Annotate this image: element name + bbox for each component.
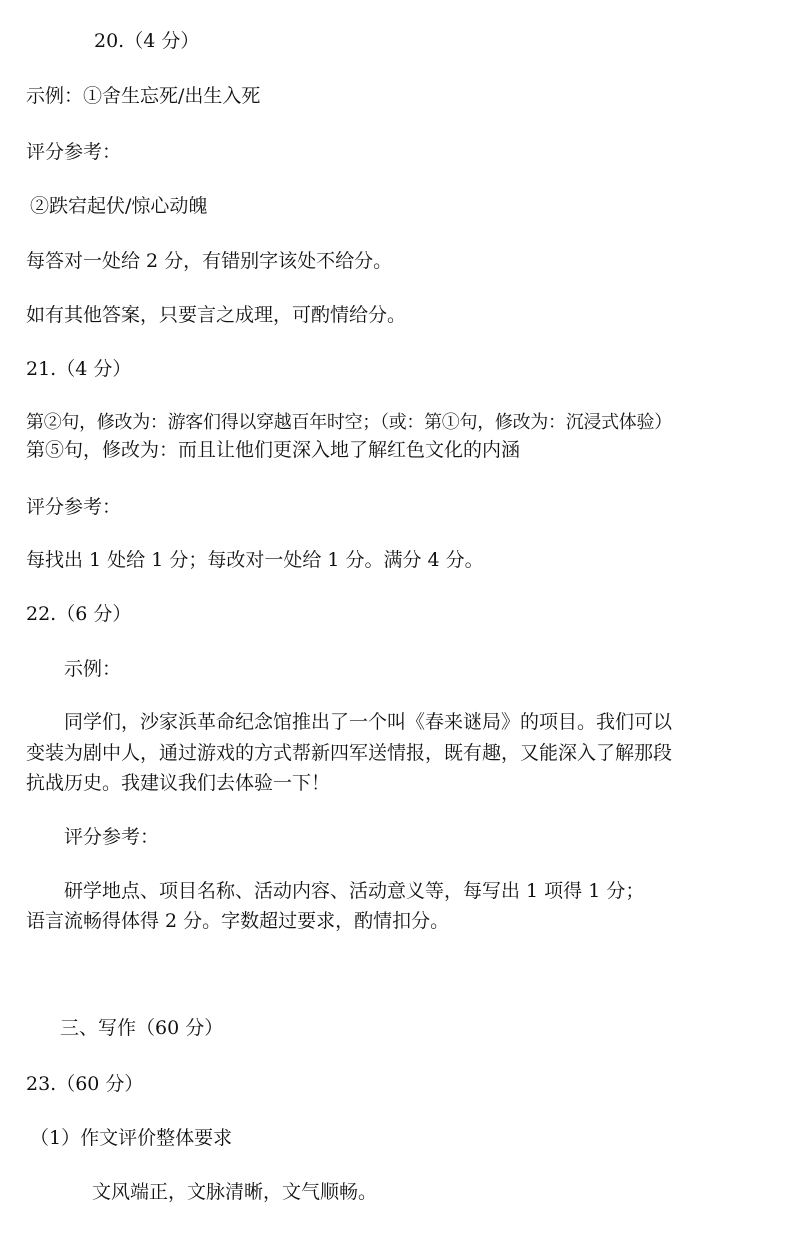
q22-example-line-1: 同学们，沙家浜革命纪念馆推出了一个叫《春来谜局》的项目。我们可以 bbox=[64, 711, 673, 733]
q23-requirement: 文风端正，文脉清晰，文气顺畅。 bbox=[92, 1181, 378, 1203]
q22-scoring-label: 评分参考： bbox=[64, 826, 160, 848]
q20-scoring-rule-2: 如有其他答案，只要言之成理，可酌情给分。 bbox=[26, 304, 407, 326]
q23-header: 23.（60 分） bbox=[26, 1073, 144, 1095]
section-writing-heading: 三、写作（60 分） bbox=[60, 1017, 224, 1039]
q21-scoring-rule: 每找出 1 处给 1 分；每改对一处给 1 分。满分 4 分。 bbox=[26, 549, 484, 571]
q22-example-line-3: 抗战历史。我建议我们去体验一下！ bbox=[26, 772, 331, 794]
q20-scoring-label: 评分参考： bbox=[26, 141, 122, 163]
q20-scoring-rule-1: 每答对一处给 2 分，有错别字该处不给分。 bbox=[26, 250, 393, 272]
q21-header: 21.（4 分） bbox=[26, 358, 132, 380]
q22-example-label: 示例： bbox=[64, 658, 122, 680]
q21-answer-1: 第②句，修改为：游客们得以穿越百年时空；（或：第①句，修改为：沉浸式体验） bbox=[26, 412, 672, 433]
q23-subheading: （1）作文评价整体要求 bbox=[30, 1127, 233, 1149]
q20-example-2: ②跌宕起伏/惊心动魄 bbox=[30, 195, 208, 217]
q20-header: 20.（4 分） bbox=[94, 30, 200, 52]
q22-scoring-rule-2: 语言流畅得体得 2 分。字数超过要求，酌情扣分。 bbox=[26, 910, 450, 932]
q21-answer-2: 第⑤句，修改为：而且让他们更深入地了解红色文化的内涵 bbox=[26, 439, 521, 461]
q22-example-line-2: 变装为剧中人，通过游戏的方式帮新四军送情报，既有趣，又能深入了解那段 bbox=[26, 742, 673, 764]
q22-header: 22.（6 分） bbox=[26, 603, 132, 625]
q22-scoring-rule-1: 研学地点、项目名称、活动内容、活动意义等，每写出 1 项得 1 分； bbox=[64, 880, 645, 902]
q21-scoring-label: 评分参考： bbox=[26, 496, 122, 518]
q20-example: 示例：①舍生忘死/出生入死 bbox=[26, 85, 261, 107]
